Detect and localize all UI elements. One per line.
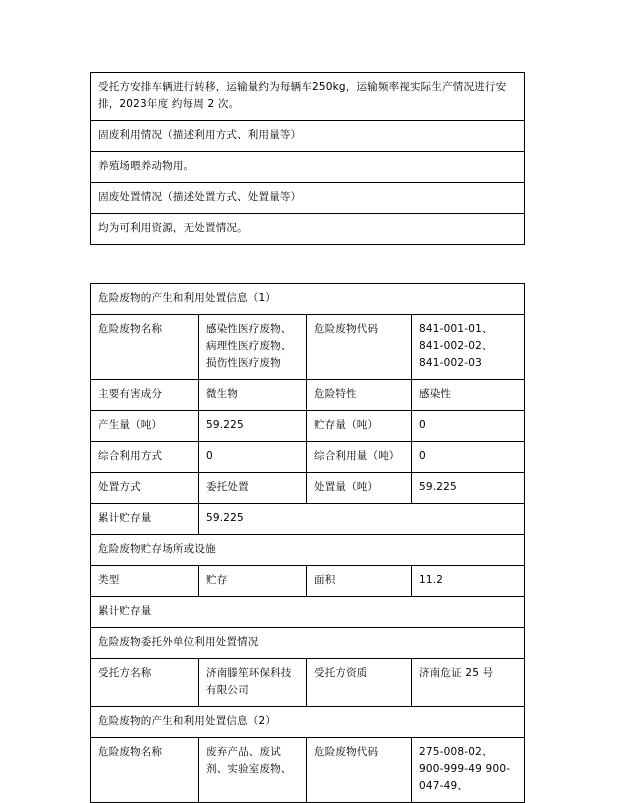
utilization-detail-cell: 养殖场喂养动物用。 bbox=[91, 152, 525, 183]
waste-name-value: 感染性医疗废物、病理性医疗废物、损伤性医疗废物 bbox=[199, 315, 307, 380]
storage-area-value: 11.2 bbox=[412, 566, 525, 597]
comprehensive-use-amount-value: 0 bbox=[412, 442, 525, 473]
table-row bbox=[91, 535, 525, 566]
trustee-qualification-value: 济南危证 25 号 bbox=[412, 659, 525, 707]
storage-area-label: 面积 bbox=[307, 566, 412, 597]
trustee-name-value: 济南滕笙环保科技有限公司 bbox=[199, 659, 307, 707]
storage-amount-label: 贮存量（吨） bbox=[307, 411, 412, 442]
disposal-method-label: 处置方式 bbox=[91, 473, 199, 504]
waste-name-label-2: 危险废物名称 bbox=[91, 738, 199, 803]
harmful-component-value: 微生物 bbox=[199, 380, 307, 411]
storage-type-value: 贮存 bbox=[199, 566, 307, 597]
table-row bbox=[91, 121, 525, 152]
table-row bbox=[91, 214, 525, 245]
table-row bbox=[91, 411, 525, 442]
hazardous-info-heading-1: 危险废物的产生和利用处置信息（1） bbox=[91, 284, 525, 315]
entrusted-disposal-heading: 危险废物委托外单位利用处置情况 bbox=[91, 628, 525, 659]
table-row bbox=[91, 284, 525, 315]
disposal-heading-cell: 固废处置情况（描述处置方式、处置量等） bbox=[91, 183, 525, 214]
waste-code-value: 841-001-01、841-002-02、841-002-03 bbox=[412, 315, 525, 380]
table-row bbox=[91, 566, 525, 597]
harmful-component-label: 主要有害成分 bbox=[91, 380, 199, 411]
table-row bbox=[91, 659, 525, 707]
accumulated-storage-value: 59.225 bbox=[199, 504, 525, 535]
disposal-method-value: 委托处置 bbox=[199, 473, 307, 504]
hazard-property-label: 危险特性 bbox=[307, 380, 412, 411]
accumulated-storage-label: 累计贮存量 bbox=[91, 504, 199, 535]
table-row bbox=[91, 738, 525, 803]
table-row bbox=[91, 315, 525, 380]
solid-waste-table bbox=[90, 72, 525, 245]
storage-amount-value: 0 bbox=[412, 411, 525, 442]
table-row bbox=[91, 152, 525, 183]
hazardous-info-heading-2: 危险废物的产生和利用处置信息（2） bbox=[91, 707, 525, 738]
comprehensive-use-method-label: 综合利用方式 bbox=[91, 442, 199, 473]
table-row bbox=[91, 473, 525, 504]
table-row bbox=[91, 183, 525, 214]
generation-amount-value: 59.225 bbox=[199, 411, 307, 442]
utilization-heading-cell: 固废利用情况（描述利用方式、利用量等） bbox=[91, 121, 525, 152]
storage-type-label: 类型 bbox=[91, 566, 199, 597]
waste-code-label-2: 危险废物代码 bbox=[307, 738, 412, 803]
disposal-amount-label: 处置量（吨） bbox=[307, 473, 412, 504]
comprehensive-use-amount-label: 综合利用量（吨） bbox=[307, 442, 412, 473]
waste-name-value-2: 废弃产品、废试剂、实验室废物、 bbox=[199, 738, 307, 803]
table-row bbox=[91, 597, 525, 628]
table-row bbox=[91, 628, 525, 659]
hazard-property-value: 感染性 bbox=[412, 380, 525, 411]
trustee-name-label: 受托方名称 bbox=[91, 659, 199, 707]
hazardous-waste-table bbox=[90, 283, 525, 803]
waste-name-label: 危险废物名称 bbox=[91, 315, 199, 380]
table-row bbox=[91, 442, 525, 473]
trustee-qualification-label: 受托方资质 bbox=[307, 659, 412, 707]
table-gap bbox=[90, 245, 524, 283]
transport-description-cell: 受托方安排车辆进行转移，运输量约为每辆车250kg，运输频率视实际生产情况进行安排，2023年度 约每周 2 次。 bbox=[91, 73, 525, 121]
document-body bbox=[90, 72, 524, 803]
generation-amount-label: 产生量（吨） bbox=[91, 411, 199, 442]
disposal-amount-value: 59.225 bbox=[412, 473, 525, 504]
table-row bbox=[91, 707, 525, 738]
disposal-detail-cell: 均为可利用资源，无处置情况。 bbox=[91, 214, 525, 245]
comprehensive-use-method-value: 0 bbox=[199, 442, 307, 473]
storage-facility-heading: 危险废物贮存场所或设施 bbox=[91, 535, 525, 566]
table-row bbox=[91, 380, 525, 411]
table-row bbox=[91, 73, 525, 121]
accumulated-storage-heading: 累计贮存量 bbox=[91, 597, 525, 628]
table-row bbox=[91, 504, 525, 535]
waste-code-label: 危险废物代码 bbox=[307, 315, 412, 380]
waste-code-value-2: 275-008-02、900-999-49 900-047-49、 bbox=[412, 738, 525, 803]
